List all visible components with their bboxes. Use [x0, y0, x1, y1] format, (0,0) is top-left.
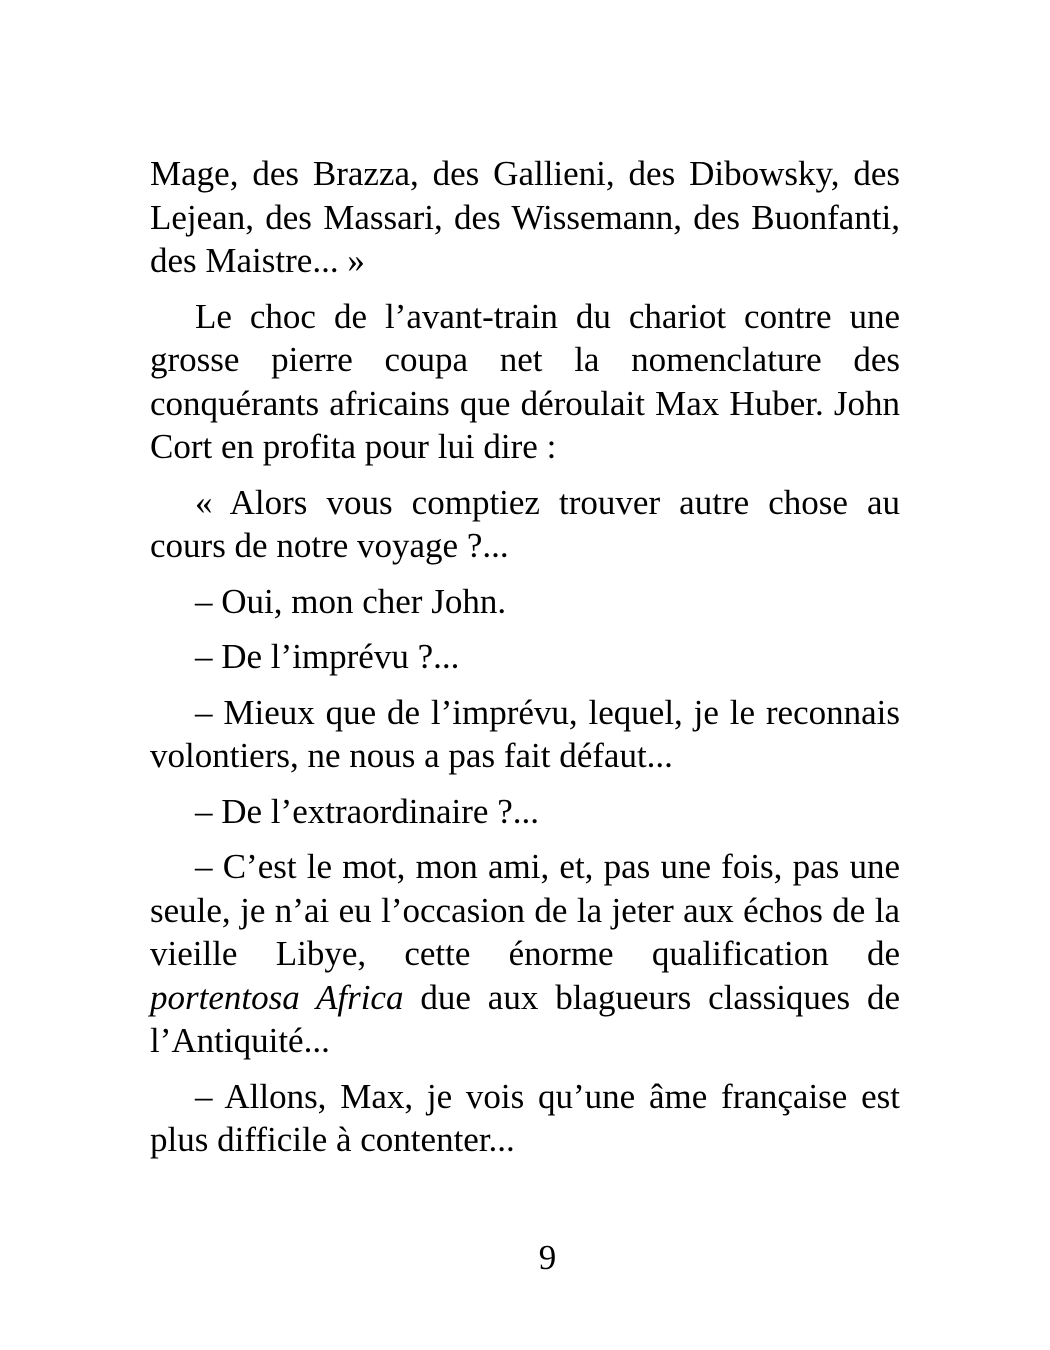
paragraph-4: – Oui, mon cher John. — [195, 581, 507, 621]
paragraph-2: Le choc de l’avant-train du chariot contre une grosse pierre coupa net la nomenclature des conquérants africains que déroulait Max Huber. John Cort en profita pour lui dire : — [150, 296, 900, 466]
paragraph-6: – Mieux que de l’imprévu, lequel, je le reconnais volontiers, ne nous a pas fait défaut... — [150, 692, 900, 775]
paragraph-1: Mage, des Brazza, des Gallieni, des Dibowsky, des Lejean, des Massari, des Wissemann, des Buonfanti, des Maistre... » — [150, 154, 900, 280]
paragraph-9: – Allons, Max, je vois qu’une âme française est plus difficile à contenter... — [150, 1076, 900, 1159]
italic-phrase: portentosa Africa — [150, 977, 404, 1017]
paragraph-8-before: – C’est le mot, mon ami, et, pas une fois, pas une seule, je n’ai eu l’occasion de la jeter aux échos de la vieille Libye, cette énorme qualification de — [150, 847, 900, 973]
page-number: 9 — [538, 1238, 557, 1277]
paragraph-7: – De l’extraordinaire ?... — [195, 791, 540, 831]
page-text — [150, 152, 900, 1174]
paragraph-8-after: due aux blagueurs classiques de l’Antiquité... — [150, 977, 900, 1060]
paragraph-3: « Alors vous comptiez trouver autre chose au cours de notre voyage ?... — [150, 482, 900, 565]
paragraph-5: – De l’imprévu ?... — [195, 637, 460, 676]
paragraph-8 — [150, 845, 900, 1063]
